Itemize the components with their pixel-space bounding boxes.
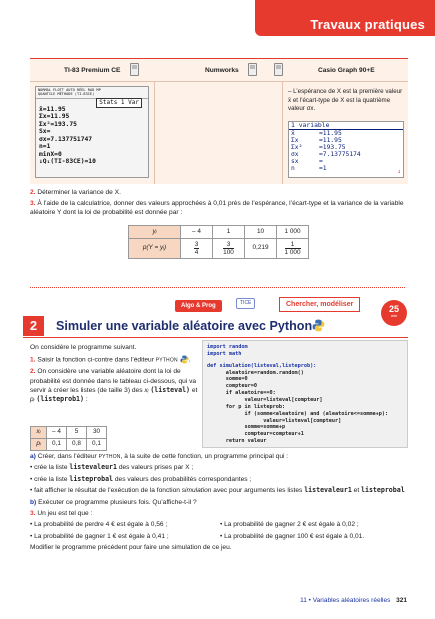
ti-results: [39, 106, 96, 165]
cell: 0,1: [87, 439, 107, 451]
law-table-x: [30, 426, 107, 451]
code-inline: (listeval): [150, 385, 191, 394]
casio-key: σx: [291, 151, 299, 159]
exercise-number: 2: [23, 316, 44, 336]
question-number: 2.: [30, 368, 36, 376]
bullet-italic: simulation: [181, 487, 212, 495]
frac-den: 1 000: [284, 249, 301, 256]
frac-den: 100: [223, 249, 234, 256]
casio-row: [289, 144, 403, 151]
punct: .: [188, 356, 191, 364]
question-text: Saisir la fonction ci-contre dans l’éditeur: [37, 356, 154, 364]
code-line: aleatoire=random.random(): [207, 369, 304, 376]
cell: – 4: [181, 226, 213, 239]
question-text: Un jeu est tel que :: [37, 510, 93, 518]
tag-chercher-modeliser: Chercher, modéliser: [279, 297, 360, 312]
casio-row: [289, 158, 403, 165]
ti-line: n=1: [39, 143, 51, 151]
timer-value: 25: [388, 304, 399, 314]
casio-row: [289, 165, 403, 172]
word-et: et: [191, 386, 198, 394]
question-text: Déterminer la variance de X.: [37, 189, 121, 196]
ti-line: minX=0: [39, 150, 62, 158]
left-column: [30, 343, 198, 407]
calc-label-ti: TI-83 Premium CE: [64, 67, 121, 74]
cell: [213, 239, 245, 259]
var-pi: pᵢ: [30, 395, 35, 403]
code-line: import math: [207, 350, 242, 357]
bullet: [30, 486, 410, 495]
code-line: for p in listeprob:: [207, 403, 286, 410]
cell: 0,219: [245, 239, 277, 259]
code-inline: (listeprob1): [36, 394, 84, 403]
code-inline: listeprobal: [69, 474, 114, 483]
casio-key: Σx²: [291, 144, 303, 152]
tag-tice: TICE: [236, 298, 255, 309]
ti-line: Σx=11.95: [39, 113, 70, 121]
section-banner: [255, 0, 435, 36]
exercise-title: Simuler une variable aléatoire avec Python: [56, 319, 313, 333]
casio-title: 1 variable: [289, 122, 403, 130]
code-line: compteur=compteur+1: [207, 431, 304, 438]
ti-line: x̄=11.95: [39, 106, 66, 113]
casio-row: [289, 137, 403, 144]
calculator-icon: [248, 63, 257, 76]
bullet-text: des valeurs prises par X ;: [118, 464, 194, 472]
code-line: return valeur: [207, 438, 267, 445]
code-line: import random: [207, 344, 248, 350]
frac-num: 1: [285, 241, 301, 249]
punct: :: [85, 395, 88, 403]
casio-value: =11.95: [319, 137, 342, 145]
row-label: pᵢ: [31, 439, 47, 451]
code-line: somme=0: [207, 376, 248, 383]
code-line: compteur=0: [207, 383, 257, 390]
question-text: On considère une variable aléatoire dont la loi de probabilité est donnée dans le tableau ci-dessous, qui va servir à créer les listes (de taille 3) des: [30, 368, 197, 394]
bullet-text: avec pour arguments les listes: [213, 487, 303, 495]
calculator-box: [30, 58, 408, 184]
casio-note: – L’espérance de X est la première valeur x̄ et l’écart-type de X est la quatrième valeur σx.: [288, 88, 403, 113]
code-inline: listevaleur1: [304, 486, 352, 495]
code-inline: listevaleur1: [69, 463, 117, 472]
calculator-icon: [274, 63, 283, 76]
calc-label-casio: Casio Graph 90+E: [318, 67, 375, 74]
casio-key: sx: [291, 158, 299, 166]
question-text: À l’aide de la calculatrice, donner des valeurs approchées à 0,01 près de l’espérance, l’écart-type et la variance de la variable aléatoire Y dont la loi de probabilité est donnée par :: [30, 200, 404, 216]
python-logo-icon: [312, 319, 325, 332]
frac-den: 4: [194, 249, 199, 256]
python-code-block: [202, 340, 408, 448]
frac-num: 3: [194, 240, 199, 248]
code-inline: listeprobal: [361, 486, 405, 495]
question-letter: b): [30, 498, 37, 506]
question-2b: [30, 367, 198, 403]
ti-tab: Stats 1 Var: [96, 98, 142, 108]
casio-value: =: [319, 158, 323, 166]
bullet-text: • fait afficher le résultat de l’exécution de la fonction: [30, 487, 180, 495]
law-table-y: [128, 225, 309, 259]
rule-row: [30, 532, 410, 541]
scroll-down-arrow-icon: ↓: [397, 168, 401, 176]
rule-row: [30, 520, 410, 529]
ti-line: Σx²=193.75: [39, 120, 77, 128]
var-xi: xᵢ: [144, 386, 149, 394]
question-1: [30, 355, 198, 364]
question-number: 3.: [30, 200, 36, 207]
casio-row: [289, 130, 403, 137]
ti-line: ↓Q₁(TI-83CE)=10: [39, 157, 96, 165]
question-2: [30, 189, 121, 198]
rule-text: • La probabilité de gagner 100 € est égale à 0,01.: [220, 532, 365, 540]
ti-status-line: QUANTILE MÉTHODE (TI-83CE): [38, 92, 95, 97]
cell: 0,1: [47, 439, 67, 451]
casio-key: x̄: [291, 130, 295, 138]
code-line: valeur=listeval[compteur]: [207, 417, 342, 424]
ti-line: σx=7.137751747: [39, 135, 93, 143]
cell: 10: [245, 226, 277, 239]
cell: 0,8: [67, 439, 87, 451]
cell: [277, 239, 309, 259]
dotted-separator: [30, 287, 405, 288]
bullet: [30, 463, 410, 472]
title-underline: [23, 337, 408, 338]
bullet-text: • crée la liste: [30, 464, 68, 472]
casio-value: =193.75: [319, 144, 346, 152]
casio-value: =7.13775174: [319, 151, 361, 159]
bullet: [30, 475, 410, 484]
question-number: 3.: [30, 510, 36, 518]
cell: 1 000: [277, 226, 309, 239]
python-word: PYTHON: [98, 454, 121, 460]
timer-unit: min: [390, 313, 398, 318]
chapter-label: 11 • Variables aléatoires réelles: [300, 597, 391, 604]
timer-badge: [381, 300, 407, 326]
page-number: 321: [396, 597, 407, 604]
casio-value: =1: [319, 165, 327, 173]
page-footer: [300, 597, 407, 606]
tag-algo-prog: Algo & Prog: [175, 300, 222, 312]
row-label: p(Y = yᵢ): [129, 239, 181, 259]
divider: [282, 81, 283, 184]
code-line: def simulation(listeval,listeprob):: [207, 362, 317, 369]
code-line: valeur=listeval[compteur]: [207, 397, 323, 404]
cell: [181, 239, 213, 259]
divider: [30, 81, 408, 82]
frac-num: 3: [223, 241, 234, 249]
question-a: [30, 452, 410, 461]
question-3: [30, 200, 408, 218]
rule-text: • La probabilité de gagner 1 € est égale à 0,41 ;: [30, 532, 169, 540]
calc-label-numworks: Numworks: [205, 67, 239, 74]
final-instruction: Modifier le programme précédent pour faire une simulation de ce jeu.: [30, 544, 232, 552]
question-text: , à la suite de cette fonction, un programme principal qui :: [120, 453, 289, 460]
casio-screen: [288, 121, 404, 178]
ti-screen: [35, 86, 149, 178]
calculator-icon: [130, 63, 139, 76]
intro-text: On considère le programme suivant.: [30, 344, 137, 351]
python-word: PYTHON: [155, 357, 178, 364]
question-text: Créer, dans l’éditeur: [37, 453, 97, 460]
code-line: if (somme<aleatoire) and (aleatoire<=somme+p):: [207, 410, 389, 417]
ti-status: [36, 87, 148, 99]
row-label: yᵢ: [129, 226, 181, 239]
bullet-text: • crée la liste: [30, 475, 68, 483]
bullet-text: des valeurs des probabilités correspondantes ;: [114, 475, 252, 483]
casio-key: Σx: [291, 137, 299, 145]
casio-row: [289, 151, 403, 158]
ti-line: Sx=: [39, 128, 51, 136]
banner-title: Travaux pratiques: [310, 17, 425, 32]
casio-key: n: [291, 165, 295, 173]
cell: 5: [67, 427, 87, 439]
code-line: somme=somme+p: [207, 424, 286, 431]
cell: 30: [87, 427, 107, 439]
rule-text: • La probabilité de perdre 4 € est égale à 0,56 ;: [30, 521, 168, 529]
questions-section: [30, 452, 410, 555]
rule-text: • La probabilité de gagner 2 € est égale à 0,02 ;: [220, 521, 359, 529]
question-3b: [30, 509, 410, 518]
question-b: [30, 498, 410, 507]
question-number: 2.: [30, 189, 36, 196]
cell: – 4: [47, 427, 67, 439]
python-logo-icon: [180, 355, 189, 364]
ti-status-line: NORMAL FLOTT AUTO RÉEL RAD MP: [38, 88, 101, 92]
divider: [154, 81, 155, 184]
cell: 1: [213, 226, 245, 239]
question-text: Exécuter ce programme plusieurs fois. Qu’affiche-t-il ?: [38, 498, 197, 506]
question-number: 1.: [30, 356, 36, 364]
question-letter: a): [30, 453, 36, 460]
bullet-text: et: [353, 487, 360, 495]
code-line: if aleatoire==0:: [207, 390, 276, 397]
casio-value: =11.95: [319, 130, 342, 138]
row-label: xᵢ: [31, 427, 47, 439]
